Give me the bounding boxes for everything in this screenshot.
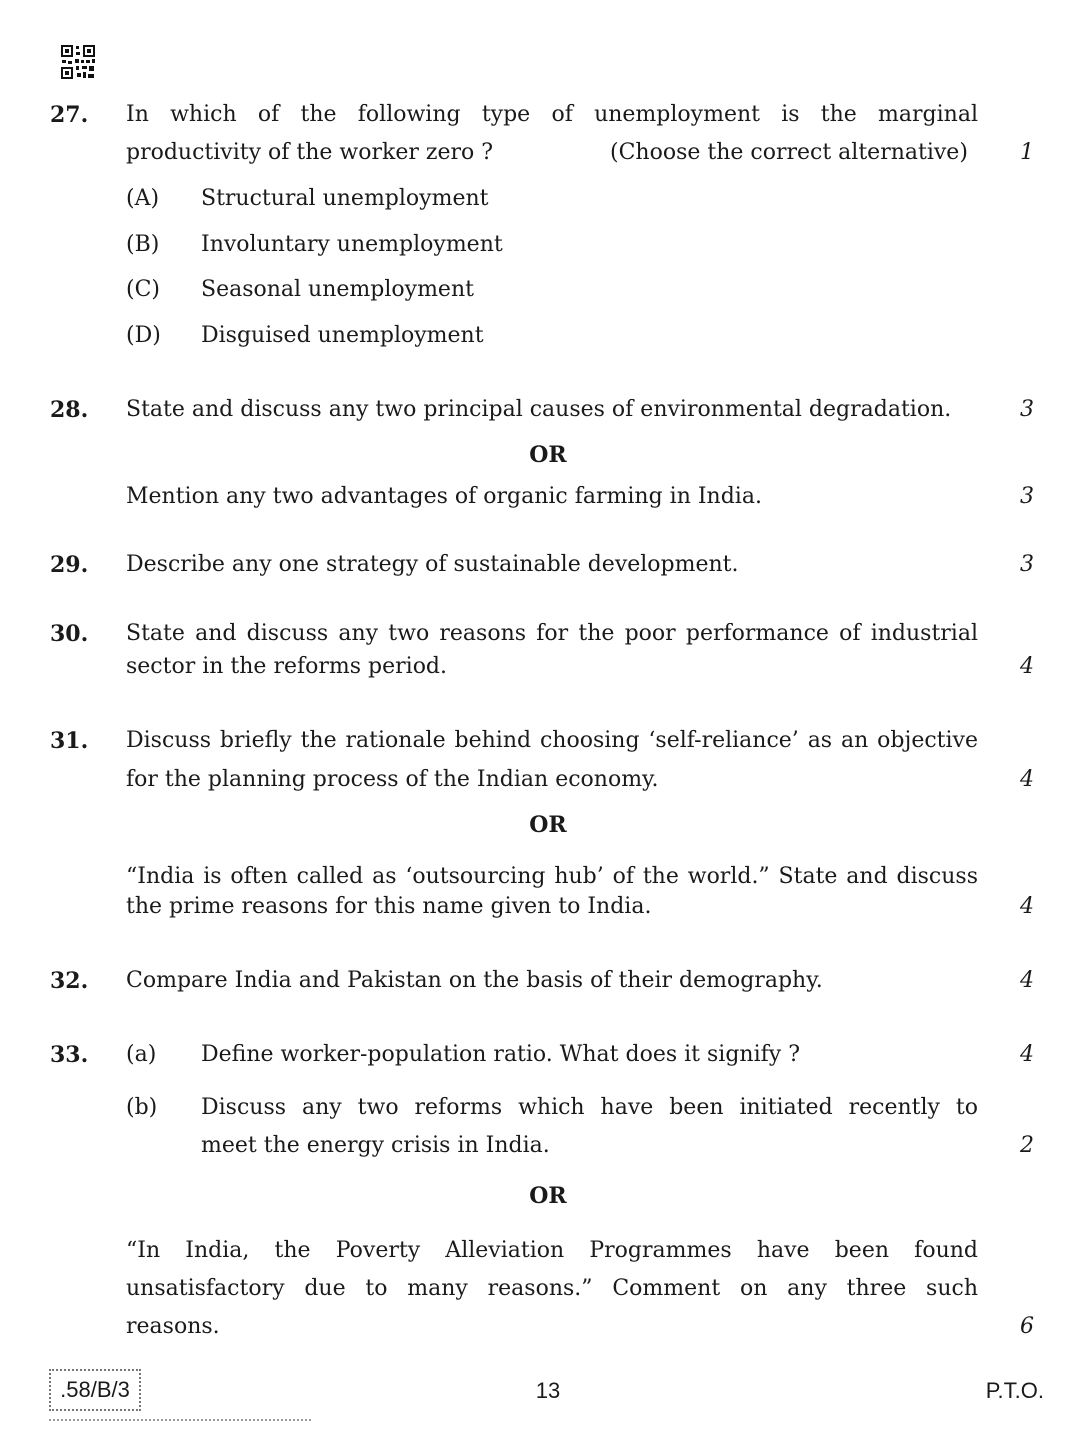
question-33-alternative-line-3: reasons. [126,1314,220,1339]
question-29-text: Describe any one strategy of sustainable development. [126,552,739,577]
question-28-alternative: Mention any two advantages of organic farming in India. [126,484,762,509]
question-33-part-a-marks: 4 [1020,1042,1034,1067]
option-label: (D) [126,323,161,348]
question-31-marks: 4 [1020,767,1034,792]
question-number-30: 30. [50,621,89,647]
option-label: (A) [126,186,160,211]
question-33-alternative-marks: 6 [1020,1314,1034,1339]
please-turn-over: P.T.O. [985,1378,1044,1403]
question-33-part-b-line-1: Discuss any two reforms which have been initiated recently to [201,1095,978,1120]
option-label: (B) [126,232,160,257]
question-30-marks: 4 [1020,654,1034,679]
option-text: Disguised unemployment [201,323,484,348]
question-31-alternative-marks: 4 [1020,894,1034,919]
question-33-alternative-line-2: unsatisfactory due to many reasons.” Comment on any three such [126,1276,978,1301]
question-33-part-b-marks: 2 [1020,1133,1034,1158]
question-32-text: Compare India and Pakistan on the basis of their demography. [126,968,823,993]
question-31-line-1: Discuss briefly the rationale behind choosing ‘self-reliance’ as an objective [126,728,978,753]
option-text: Structural unemployment [201,186,489,211]
qr-code-icon [60,44,96,80]
or-separator: OR [529,1183,567,1209]
question-number-28: 28. [50,397,89,423]
option-label: (C) [126,277,160,302]
question-28-marks: 3 [1020,397,1034,422]
question-33-part-b-label: (b) [126,1095,158,1120]
question-32-marks: 4 [1020,968,1034,993]
question-number-33: 33. [50,1042,89,1068]
question-30-line-1: State and discuss any two reasons for the poor performance of industrial [126,621,978,646]
question-27-line-2: productivity of the worker zero ? [126,140,494,165]
paper-code: .58/B/3 [49,1369,141,1411]
question-27-marks: 1 [1020,140,1034,165]
page-number: 13 [535,1378,561,1403]
question-33-part-a-text: Define worker-population ratio. What does it signify ? [201,1042,800,1067]
question-number-29: 29. [50,552,89,578]
question-28-text: State and discuss any two principal causes of environmental degradation. [126,397,952,422]
question-31-alternative-line-1: “India is often called as ‘outsourcing hub’ of the world.” State and discuss [126,864,978,889]
question-27-line-1: In which of the following type of unemployment is the marginal [126,102,978,127]
option-text: Seasonal unemployment [201,277,474,302]
question-33-part-b-line-2: meet the energy crisis in India. [201,1133,550,1158]
question-27-instruction: (Choose the correct alternative) [610,140,968,165]
question-number-32: 32. [50,968,89,994]
question-number-31: 31. [50,728,89,754]
question-30-line-2: sector in the reforms period. [126,654,448,679]
footer-dotted-line [49,1419,311,1421]
question-31-alternative-line-2: the prime reasons for this name given to India. [126,894,652,919]
or-separator: OR [529,442,567,468]
option-text: Involuntary unemployment [201,232,503,257]
question-number-27: 27. [50,102,89,128]
question-33-part-a-label: (a) [126,1042,157,1067]
question-28-alternative-marks: 3 [1020,484,1034,509]
question-31-line-2: for the planning process of the Indian economy. [126,767,659,792]
question-33-alternative-line-1: “In India, the Poverty Alleviation Programmes have been found [126,1238,978,1263]
question-29-marks: 3 [1020,552,1034,577]
or-separator: OR [529,812,567,838]
